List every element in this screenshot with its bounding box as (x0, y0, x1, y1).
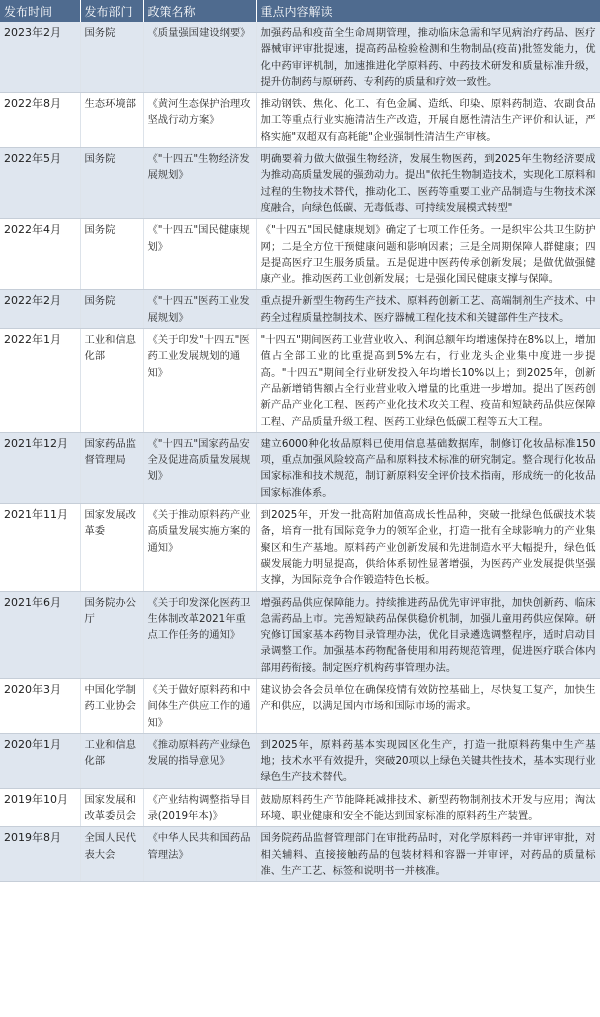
table-row (0, 788, 600, 827)
table-row (0, 148, 600, 219)
header-row (0, 0, 600, 22)
department-cell: 中国化学制药工业协会 (80, 678, 143, 733)
policy-name-cell: 《产业结构调整指导目录(2019年本)》 (143, 788, 256, 827)
table-row (0, 432, 600, 503)
date-cell: 2022年2月 (0, 290, 80, 329)
policy-name-cell: 《质量强国建设纲要》 (143, 22, 256, 93)
content-cell: 《"十四五"国民健康规划》确定了七项工作任务。一是织牢公共卫生防护网；二是全方位干预健康问题和影响因素；三是全周期保障人群健康；四是提高医疗卫生服务质量。五是促进中医药传承创新发展；是做优做强健康产业。推动医药工业创新发展；七是强化国民健康支撑与保障。 (256, 219, 600, 290)
content-cell: 到2025年，原料药基本实现园区化生产，打造一批原料药集中生产基地；技术水平有效提升，突破20项以上绿色关键共性技术，基本实现行业绿色生产技术替代。 (256, 733, 600, 788)
date-cell: 2021年11月 (0, 504, 80, 591)
table-row (0, 219, 600, 290)
header-policy-name: 政策名称 (143, 0, 256, 22)
policy-name-cell: 《推动原料药产业绿色发展的指导意见》 (143, 733, 256, 788)
date-cell: 2021年12月 (0, 432, 80, 503)
table-row (0, 504, 600, 591)
table-row (0, 591, 600, 678)
department-cell: 全国人民代表大会 (80, 827, 143, 882)
header-content: 重点内容解读 (256, 0, 600, 22)
content-cell: 加强药品和疫苗全生命周期管理，推动临床急需和罕见病治疗药品、医疗器械审评审批提速，提高药品检验检测和生物制品(疫苗)批签发能力，优化中药审评机制，加速推进化学原料药、中药技术研发和质量标准升级，提升仿制药与原研药、专利药的质量和疗效一致性。 (256, 22, 600, 93)
table-row (0, 678, 600, 733)
policy-name-cell: 《关于推动原料药产业高质量发展实施方案的通知》 (143, 504, 256, 591)
header-date: 发布时间 (0, 0, 80, 22)
date-cell: 2022年8月 (0, 93, 80, 148)
date-cell: 2021年6月 (0, 591, 80, 678)
content-cell: 增强药品供应保障能力。持续推进药品优先审评审批，加快创新药、临床急需药品上市。完善短缺药品保供稳价机制，加强儿童用药供应保障。研究修订国家基本药物目录管理办法，优化目录遴选调整程序，适时启动目录调整工作。加强基本药物配备使用和用药规范管理，促进医疗联合体内部用药衔接。制定医疗机构药事管理办法。 (256, 591, 600, 678)
content-cell: "十四五"期间医药工业营业收入、利润总额年均增速保持在8%以上，增加值占全部工业的比重提高到5%左右，行业龙头企业集中度进一步提高。"十四五"期间全行业研发投入年均增长10%以上；到2025年，创新产品新增销售额占全行业营业收入增量的比重进一步增加。提出了医药创新产品产业化工程、医药产业化技术攻关工程、疫苗和短缺药品供应保障工程、产品质量升级工程、医药工业绿色低碳工程等五大工程。 (256, 329, 600, 433)
content-cell: 明确要着力做大做强生物经济，发展生物医药，到2025年生物经济要成为推动高质量发展的强劲动力。提出"依托生物制造技术，实现化工原料和过程的生物技术替代，推动化工、医药等重要工业产品制造与生物技术深度融合，向绿色低碳、无毒低毒、可持续发展模式转型" (256, 148, 600, 219)
content-cell: 重点提升新型生物药生产技术、原料药创新工艺、高端制剂生产技术、中药全过程质量控制技术、医疗器械工程化技术和关键部件生产技术。 (256, 290, 600, 329)
department-cell: 国务院 (80, 148, 143, 219)
content-cell: 到2025年，开发一批高附加值高成长性品种，突破一批绿色低碳技术装备，培育一批有国际竞争力的领军企业，打造一批有全球影响力的产业集聚区和生产基地。原料药产业创新发展和先进制造水平大幅提升，绿色低碳发展能力明显提高，供给体系韧性显著增强，为医药产业发展提供坚强支撑，为国际竞争合作锻造特色长板。 (256, 504, 600, 591)
date-cell: 2020年3月 (0, 678, 80, 733)
table-row (0, 290, 600, 329)
date-cell: 2022年5月 (0, 148, 80, 219)
policy-name-cell: 《关于印发"十四五"医药工业发展规划的通知》 (143, 329, 256, 433)
table-body (0, 22, 600, 882)
department-cell: 国务院 (80, 290, 143, 329)
department-cell: 生态环境部 (80, 93, 143, 148)
date-cell: 2022年4月 (0, 219, 80, 290)
department-cell: 工业和信息化部 (80, 733, 143, 788)
content-cell: 国务院药品监督管理部门在审批药品时，对化学原料药一并审评审批，对相关辅料、直接接触药品的包装材料和容器一并审评，对药品的质量标准、生产工艺、标签和说明书一并核准。 (256, 827, 600, 882)
policy-name-cell: 《中华人民共和国药品管理法》 (143, 827, 256, 882)
table-row (0, 22, 600, 93)
policy-name-cell: 《"十四五"国民健康规划》 (143, 219, 256, 290)
policy-name-cell: 《黄河生态保护治理攻坚战行动方案》 (143, 93, 256, 148)
date-cell: 2019年10月 (0, 788, 80, 827)
table-row (0, 827, 600, 882)
policy-name-cell: 《关于做好原料药和中间体生产供应工作的通知》 (143, 678, 256, 733)
department-cell: 国家药品监督管理局 (80, 432, 143, 503)
table-row (0, 93, 600, 148)
content-cell: 鼓励原料药生产节能降耗减排技术、新型药物制剂技术开发与应用；淘汰环境、职业健康和安全不能达到国家标准的原料药生产装置。 (256, 788, 600, 827)
content-cell: 建议协会各会员单位在确保疫情有效防控基础上，尽快复工复产，加快生产和供应，以满足国内市场和国际市场的需求。 (256, 678, 600, 733)
date-cell: 2022年1月 (0, 329, 80, 433)
table-row (0, 733, 600, 788)
department-cell: 国家发展改革委 (80, 504, 143, 591)
policy-name-cell: 《"十四五"医药工业发展规划》 (143, 290, 256, 329)
content-cell: 建立6000种化妆品原料已使用信息基础数据库，制修订化妆品标准150项，重点加强风险较高产品和原料技术标准的研究制定。整合现行化妆品国家标准和技术规范，制订新原料安全评价技术指南，形成统一的化妆品国家标准体系。 (256, 432, 600, 503)
department-cell: 国务院 (80, 219, 143, 290)
policy-name-cell: 《"十四五"生物经济发展规划》 (143, 148, 256, 219)
department-cell: 国家发展和改革委员会 (80, 788, 143, 827)
policy-name-cell: 《"十四五"国家药品安全及促进高质量发展规划》 (143, 432, 256, 503)
date-cell: 2023年2月 (0, 22, 80, 93)
department-cell: 工业和信息化部 (80, 329, 143, 433)
content-cell: 推动钢铁、焦化、化工、有色金属、造纸、印染、原料药制造、农副食品加工等重点行业实施清洁生产改造，开展自愿性清洁生产评价和认证，严格实施"双超双有高耗能"企业强制性清洁生产审核。 (256, 93, 600, 148)
date-cell: 2019年8月 (0, 827, 80, 882)
table-header (0, 0, 600, 22)
table-row (0, 329, 600, 433)
department-cell: 国务院办公厅 (80, 591, 143, 678)
policy-name-cell: 《关于印发深化医药卫生体制改革2021年重点工作任务的通知》 (143, 591, 256, 678)
header-department: 发布部门 (80, 0, 143, 22)
date-cell: 2020年1月 (0, 733, 80, 788)
department-cell: 国务院 (80, 22, 143, 93)
